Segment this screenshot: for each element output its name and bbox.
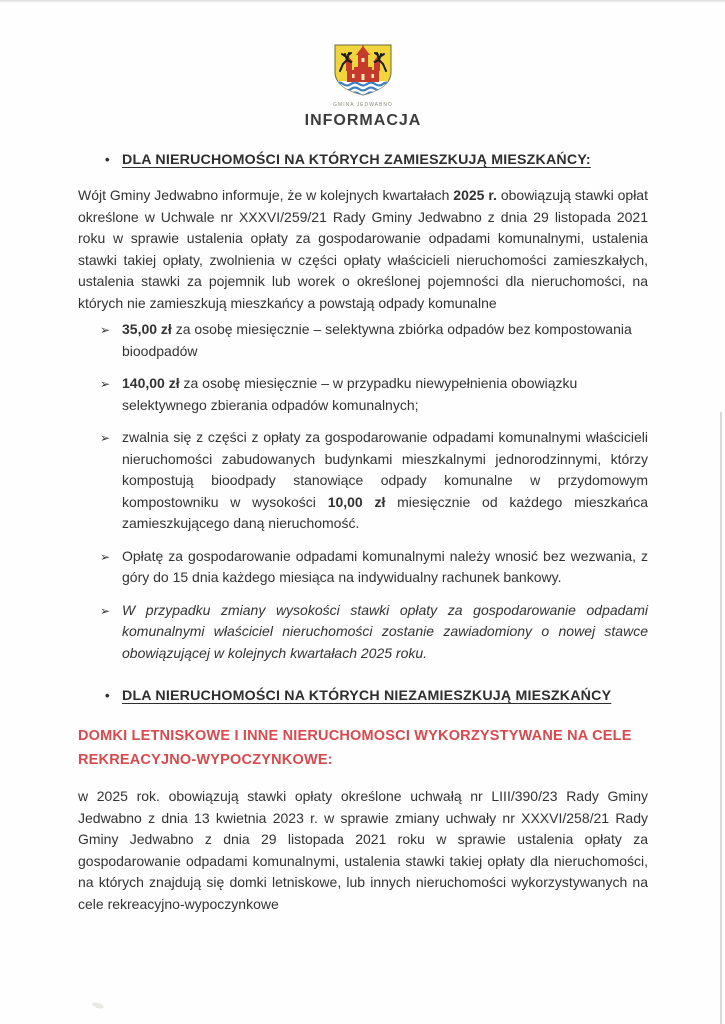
fee-bullet-item — [100, 319, 648, 362]
document-header — [78, 44, 648, 130]
arrow-bullet-icon: ➢ — [100, 549, 111, 564]
section-heading-nonresidential — [78, 688, 648, 704]
fee-bullet-text: Opłatę za gospodarowanie odpadami komunalnymi należy wnosić bez wezwania, z góry do 15 dnia każdego miesiąca na indywidualny rachunek bankowy. — [122, 547, 648, 585]
arrow-bullet-icon: ➢ — [100, 323, 111, 337]
section-heading-residential — [78, 152, 648, 168]
fee-bullet-item — [100, 546, 648, 589]
coat-of-arms-icon — [327, 44, 399, 96]
page-title: INFORMACJA — [304, 112, 422, 129]
crest-caption: GMINA JEDWABNO — [333, 102, 393, 108]
section-heading-text: DLA NIERUCHOMOŚCI NA KTÓRYCH NIEZAMIESZKUJĄ MIESZKAŃCY — [122, 688, 612, 704]
nonresidential-paragraph: w 2025 rok. obowiązują stawki opłaty określone uchwałą nr LIII/390/23 Rady Gminy Jedwabno z dnia 13 kwietnia 2023 r. w sprawie zmiany uchwały nr XXXVI/258/21 Rady Gminy Jedwabno z dnia 29 listopada 2021 roku w sprawie ustalenia opłaty za gospodarowanie odpadami komunalnymi, ustalenia stawki takiej opłaty dla nieruchomości, na których znajdują się domki letniskowe, lub innych nieruchomości wykorzystywanych na cele rekreacyjno-wypoczynkowe — [78, 788, 648, 912]
fee-bullet-item — [100, 373, 648, 416]
municipal-crest — [78, 44, 648, 108]
bullet-dot-icon: • — [105, 152, 110, 167]
fee-bullet-text: 35,00 zł za osobę miesięcznie – selektywna zbiórka odpadów bez kompostowania bioodpadów — [122, 321, 632, 359]
arrow-bullet-icon: ➢ — [100, 377, 111, 391]
fee-bullet-text: zwalnia się z części z opłaty za gospodarowanie odpadami komunalnymi właścicieli nieruchomości zabudowanych budynkami mieszkalnymi jednorodzinnymi, którzy kompostują bioodpady stanowiące odpady komunalne w przydomowym kompostowniku w wysokości 10,00 zł miesięcznie od każdego mieszkańca zamieszkującego daną nieruchomość. — [122, 429, 648, 531]
fee-bullet-item — [100, 600, 648, 665]
arrow-bullet-icon: ➢ — [100, 603, 111, 618]
fee-bullet-text: W przypadku zmiany wysokości stawki opłaty za gospodarowanie odpadami komunalnymi właściciel nieruchomości zostanie zawiadomiony o nowej stawce obowiązującej w kolejnych kwartałach 2025 roku. — [122, 601, 648, 661]
fee-bullet-item — [100, 427, 648, 535]
section-residential — [78, 152, 648, 664]
section-nonresidential — [78, 688, 648, 915]
summer-houses-subheading: DOMKI LETNISKOWE I INNE NIERUCHOMOSCI WYKORZYSTYWANE NA CELE REKREACYJNO-WYPOCZYNKOWE: — [78, 728, 632, 768]
fee-bullet-list — [78, 319, 648, 664]
intro-paragraph: Wójt Gminy Jedwabno informuje, że w kolejnych kwartałach 2025 r. obowiązują stawki opłat określone w Uchwale nr XXXVI/259/21 Rady Gminy Jedwabno z dnia 29 listopada 2021 roku w sprawie ustalenia opłaty za gospodarowanie odpadami komunalnymi, ustalenia stawki takiej opłaty, zwolnienia w części opłaty właścicieli nieruchomości zamieszkałych, ustalenia stawki za pojemnik lub worek o określonej pojemności dla nieruchomości, na których nie zamieszkują mieszkańcy a powstają odpady komunalne — [78, 187, 648, 311]
arrow-bullet-icon: ➢ — [100, 431, 111, 445]
fee-bullet-text: 140,00 zł za osobę miesięcznie – w przypadku niewypełnienia obowiązku selektywnego zbierania odpadów komunalnych; — [122, 375, 578, 413]
bullet-dot-icon: • — [105, 688, 110, 703]
section-heading-text: DLA NIERUCHOMOŚCI NA KTÓRYCH ZAMIESZKUJĄ MIESZKAŃCY: — [122, 152, 591, 168]
scan-smudge — [92, 1001, 105, 1009]
